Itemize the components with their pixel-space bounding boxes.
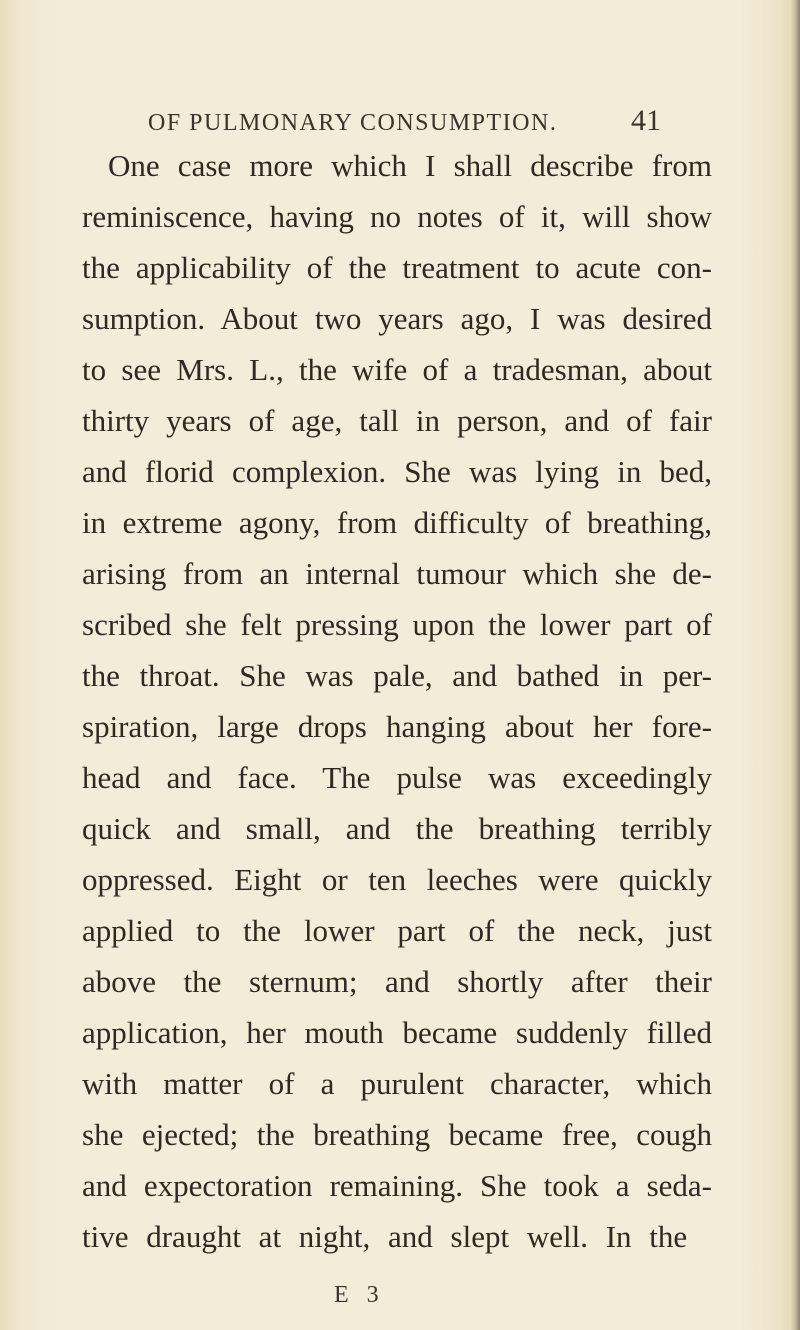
text-line: the throat. She was pale, and bathed in per- [82,658,712,693]
running-head [0,100,800,140]
text-line: and florid complexion. She was lying in bed, [82,454,712,489]
body-paragraph [82,140,712,1262]
text-line: above the sternum; and shortly after their [82,964,712,999]
text-line: sumption. About two years ago, I was desired [82,301,712,336]
text-line: with matter of a purulent character, which [82,1066,712,1101]
running-title: OF PULMONARY CONSUMPTION. [148,110,558,136]
page-binding-edge [790,0,800,1330]
text-line: to see Mrs. L., the wife of a tradesman, about [82,352,712,387]
text-line: in extreme agony, from difficulty of breathing, [82,505,712,540]
text-line: scribed she felt pressing upon the lower part of [82,607,712,642]
signature-mark: E 3 [334,1282,385,1308]
text-line: reminiscence, having no notes of it, will show [82,199,712,234]
text-line: One case more which I shall describe from [108,148,712,183]
text-line: quick and small, and the breathing terribly [82,811,712,846]
text-line: head and face. The pulse was exceedingly [82,760,712,795]
text-line: thirty years of age, tall in person, and of fair [82,403,712,438]
text-line: she ejected; the breathing became free, cough [82,1117,712,1152]
text-line: applied to the lower part of the neck, just [82,913,712,948]
text-line: oppressed. Eight or ten leeches were quickly [82,862,712,897]
page-number: 41 [631,104,661,137]
text-line: the applicability of the treatment to acute con- [82,250,712,285]
text-line: application, her mouth became suddenly filled [82,1015,712,1050]
text-line: and expectoration remaining. She took a seda- [82,1168,712,1203]
text-line: spiration, large drops hanging about her fore- [82,709,712,744]
text-line: arising from an internal tumour which she de- [82,556,712,591]
text-line: tive draught at night, and slept well. In the [82,1219,688,1254]
